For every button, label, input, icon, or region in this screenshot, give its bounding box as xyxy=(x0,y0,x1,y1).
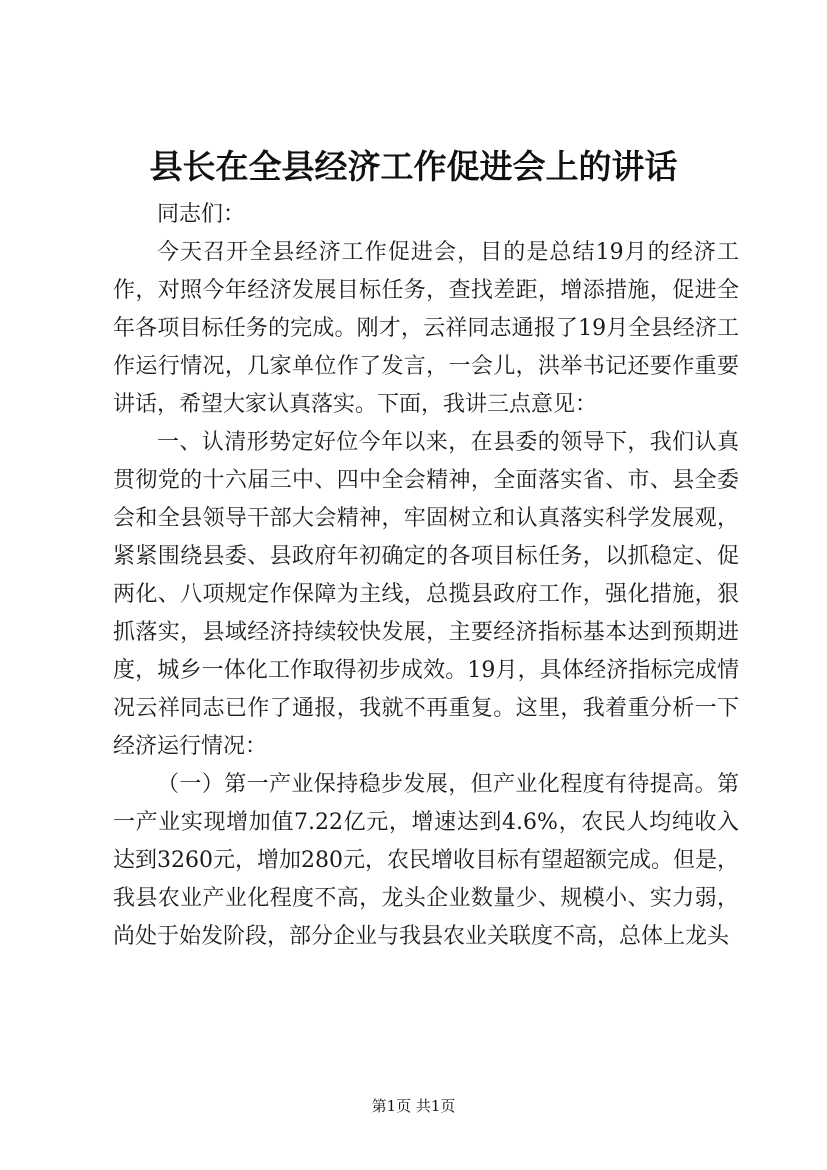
intro-paragraph: 今天召开全县经济工作促进会，目的是总结19月的经济工作，对照今年经济发展目标任务，查找差距，增添措施，促进全年各项目标任务的完成。刚才，云祥同志通报了19月全县经济工作运行情况，几家单位作了发言，一会儿，洪举书记还要作重要讲话，希望大家认真落实。下面，我讲三点意见： xyxy=(113,240,739,417)
salutation-paragraph: 同志们： xyxy=(157,202,246,227)
page-footer: 第1页 共1页 xyxy=(371,1097,456,1115)
document-title: 县长在全县经济工作促进会上的讲话 xyxy=(149,147,678,186)
situation-paragraph: 一、认清形势定好位今年以来，在县委的领导下，我们认真贯彻党的十六届三中、四中全会精神，全面落实省、市、县全委会和全县领导干部大会精神，牢固树立和认真落实科学发展观，紧紧围绕县委、县政府年初确定的各项目标任务，以抓稳定、促两化、八项规定作保障为主线，总揽县政府工作，强化措施，狠抓落实，县域经济持续较快发展，主要经济指标基本达到预期进度，城乡一体化工作取得初步成效。19月，具体经济指标完成情况云祥同志已作了通报，我就不再重复。这里，我着重分析一下经济运行情况： xyxy=(113,430,739,759)
document-body xyxy=(113,196,739,956)
primary-industry-paragraph: （一）第一产业保持稳步发展，但产业化程度有待提高。第一产业实现增加值7.22亿元，增速达到4.6%，农民人均纯收入达到3260元，增加280元，农民增收目标有望超额完成。但是，我县农业产业化程度不高，龙头企业数量少、规模小、实力弱，尚处于始发阶段，部分企业与我县农业关联度不高，总体上龙头 xyxy=(113,772,739,949)
